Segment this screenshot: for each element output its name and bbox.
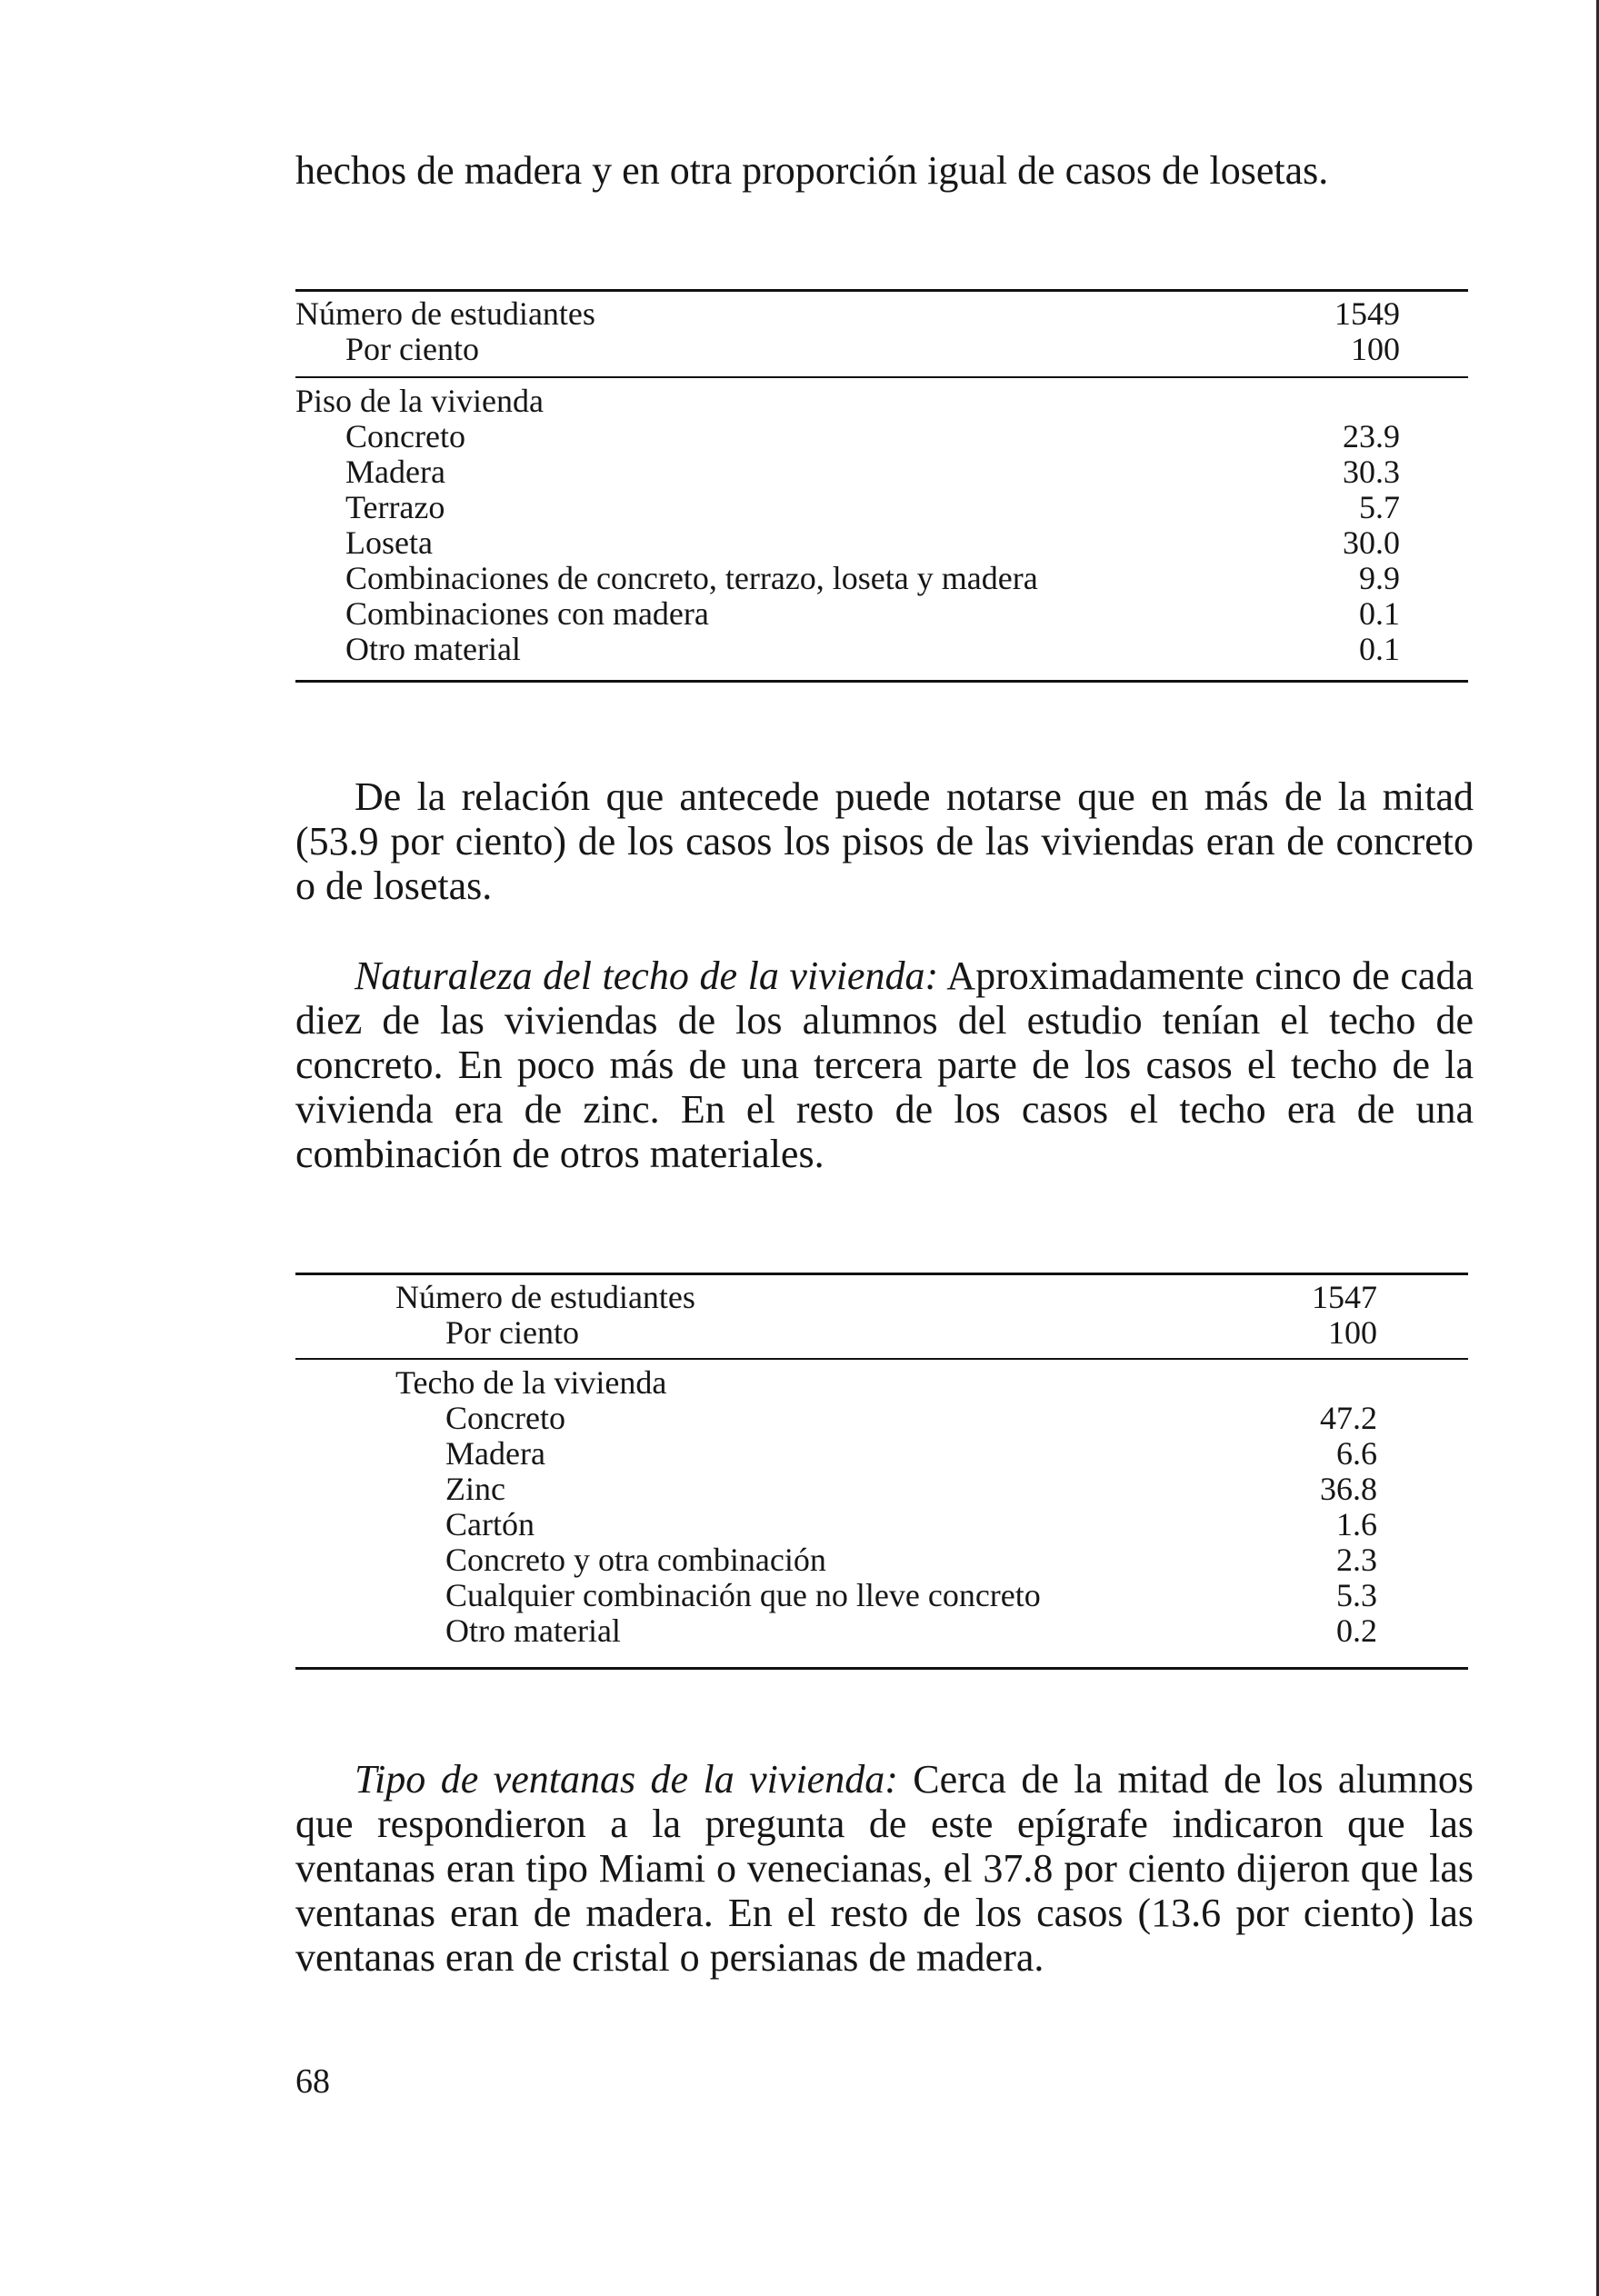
table-row [295,490,1400,525]
table2-section-label: Techo de la vivienda [395,1364,667,1401]
paragraph-3 [295,953,1474,1176]
table2-row-label: Cualquier combinación que no lleve concreto [445,1577,1041,1613]
table1-row-label: Loseta [345,524,433,561]
table2-header-row [395,1315,1377,1351]
table1-bottom-rule [295,680,1468,683]
table2-row-label: Zinc [445,1471,505,1507]
table2-row-label: Cartón [445,1506,535,1542]
table1-mid-rule [295,376,1468,378]
table-row [295,525,1400,561]
table2-row-value: 1.6 [1336,1506,1377,1542]
table2-percent-label: Por ciento [445,1314,579,1351]
table2-mid-rule [295,1358,1468,1360]
table-row [395,1578,1377,1613]
table2-row-value: 6.6 [1336,1435,1377,1472]
table-row [395,1401,1377,1436]
table2-students-label: Número de estudiantes [395,1279,695,1315]
paragraph-top: hechos de madera y en otra proporción igual de casos de losetas. [295,148,1329,193]
table2-row-value: 36.8 [1320,1471,1377,1507]
table1-header-row [295,296,1400,332]
table1-header [295,296,1400,367]
table2-row-value: 5.3 [1336,1577,1377,1613]
table1-students-label: Número de estudiantes [295,295,595,332]
table-row [395,1542,1377,1578]
table1-row-value: 0.1 [1359,595,1400,632]
table1-row-label: Madera [345,454,445,490]
table-row [395,1472,1377,1507]
table1-row-value: 0.1 [1359,631,1400,667]
paragraph-4 [295,1757,1474,1980]
table1-row-value: 30.0 [1343,524,1400,561]
table2-percent-value: 100 [1328,1314,1377,1351]
table2-header [395,1280,1377,1351]
table1-row-value: 5.7 [1359,489,1400,525]
table-row [295,596,1400,632]
table1-top-rule [295,289,1468,292]
table2-students-value: 1547 [1312,1279,1377,1315]
table1-row-label: Terrazo [345,489,445,525]
table1-percent-label: Por ciento [345,331,479,367]
page-number: 68 [295,2062,330,2101]
table1-row-value: 9.9 [1359,560,1400,596]
table1-body [295,384,1400,667]
table1-row-value: 30.3 [1343,454,1400,490]
table2-row-label: Concreto y otra combinación [445,1542,826,1578]
table1-row-label: Concreto [345,418,465,454]
table2-row-label: Madera [445,1435,545,1472]
table-row [395,1613,1377,1649]
table2-row-value: 0.2 [1336,1612,1377,1649]
table2-top-rule [295,1273,1468,1275]
table2-body [395,1365,1377,1649]
table1-row-label: Combinaciones con madera [345,595,709,632]
table2-row-label: Concreto [445,1400,565,1436]
table1-row-label: Otro material [345,631,521,667]
table-row [395,1436,1377,1472]
table1-section-row [295,384,1400,419]
paragraph-4-text: Cerca de la mitad de los alumnos que respondieron a la pregunta de este epígrafe indicaron que las ventanas eran tipo Miami o venecianas, el 37.8 por ciento dijeron que las ventanas eran de madera. En el resto de los casos (13.6 por ciento) las ventanas eran de cristal o persianas de madera. [295,1757,1474,1980]
table1-row-value: 23.9 [1343,418,1400,454]
table2-row-label: Otro material [445,1612,621,1649]
table2-section-row [395,1365,1377,1401]
table-row [295,454,1400,490]
paragraph-4-heading: Tipo de ventanas de la vivienda: [355,1757,898,1802]
table1-section-label: Piso de la vivienda [295,383,544,419]
paragraph-2: De la relación que antecede puede notarse que en más de la mitad (53.9 por ciento) de los casos los pisos de las viviendas eran de concreto o de losetas. [295,774,1474,908]
table2-header-row [395,1280,1377,1315]
table2-bottom-rule [295,1667,1468,1670]
table-row [295,561,1400,596]
table2-row-value: 47.2 [1320,1400,1377,1436]
paragraph-3-text: Aproximadamente cinco de cada diez de las viviendas de los alumnos del estudio tenían el techo de concreto. En poco más de una tercera parte de los casos el techo de la vivienda era de zinc. En el resto de los casos el techo era de una combinación de otros materiales. [295,953,1474,1176]
table-row [295,632,1400,667]
table2-row-value: 2.3 [1336,1542,1377,1578]
table-row [395,1507,1377,1542]
paragraph-3-heading: Naturaleza del techo de la vivienda: [355,953,939,998]
table1-percent-value: 100 [1351,331,1400,367]
table1-row-label: Combinaciones de concreto, terrazo, loseta y madera [345,560,1038,596]
table-row [295,419,1400,454]
table1-header-row [295,332,1400,367]
table1-students-value: 1549 [1334,295,1400,332]
